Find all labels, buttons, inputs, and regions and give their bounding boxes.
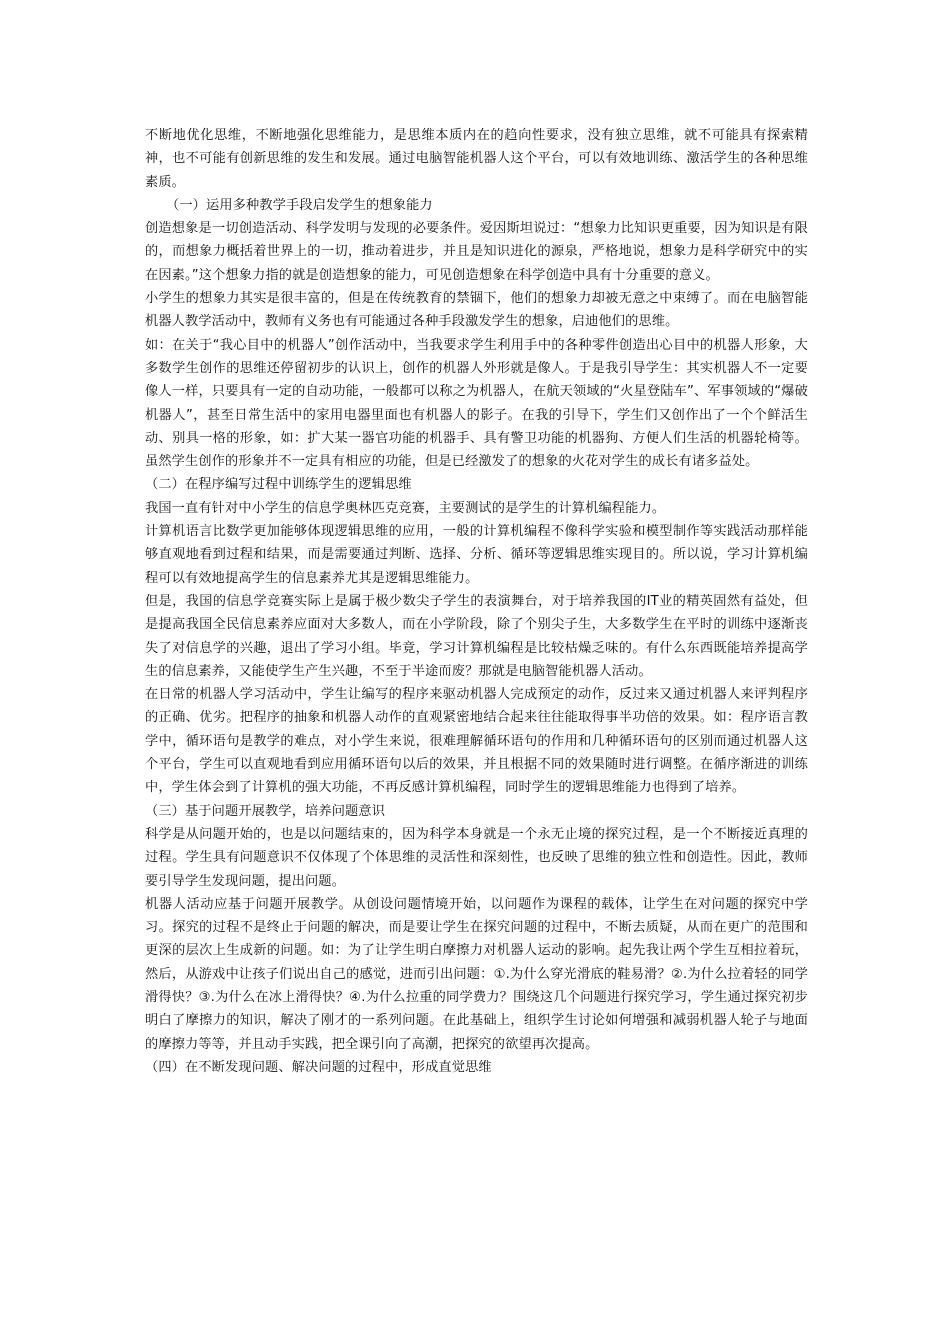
paragraph: 小学生的想象力其实是很丰富的，但是在传统教育的禁锢下，他们的想象力却被无意之中束缚了。而在电脑智能机器人教学活动中，教师有义务也有可能通过各种手段激发学生的想象，启迪他们的思维。 xyxy=(145,291,808,330)
paragraph: 创造想象是一切创造活动、科学发明与发现的必要条件。爱因斯坦说过：“想象力比知识更重要，因为知识是有限的，而想象力概括着世界上的一切，推动着进步，并且是知识进化的源泉，严格地说，想象力是科学研究中的实在因素。”这个想象力指的就是创造想象的能力，可见创造想象在科学创造中具有十分重要的意义。 xyxy=(145,221,808,283)
section-heading-1: （一）运用多种教学手段启发学生的想象能力 xyxy=(166,197,433,213)
paragraph: 计算机语言比数学更加能够体现逻辑思维的应用，一般的计算机编程不像科学实验和模型制作等实践活动那样能够直观地看到过程和结果，而是需要通过判断、选择、分析、循环等逻辑思维实现目的。所以说，学习计算机编程可以有效地提高学生的信息素养尤其是逻辑思维能力。 xyxy=(145,524,808,586)
paragraph: 科学是从问题开始的，也是以问题结束的，因为科学本身就是一个永无止境的探究过程，是一个不断接近真理的过程。学生具有问题意识不仅体现了个体思维的灵活性和深刻性，也反映了思维的独立性和创造性。因此，教师要引导学生发现问题，提出问题。 xyxy=(145,826,808,889)
section-heading-2: （二）在程序编写过程中训练学生的逻辑思维 xyxy=(145,477,412,493)
paragraph: 如：在关于“我心目中的机器人”创作活动中，当我要求学生利用手中的各种零件创造出心目中的机器人形象，大多数学生创作的思维还停留初步的认识上，创作的机器人外形就是像人。于是我引导学生：其实机器人不一定要像人一样，只要具有一定的自动功能，一般都可以称之为机器人，在航天领域的“火星登陆车”、军事领域的“爆破机器人”，甚至日常生活中的家用电器里面也有机器人的影子。在我的引导下，学生们又创作出了一个个鲜活生动、别具一格的形象，如：扩大某一器官功能的机器手、具有警卫功能的机器狗、方便人们生活的机器轮椅等。虽然学生创作的形象并不一定具有相应的功能，但是已经激发了的想象的火花对学生的成长有诸多益处。 xyxy=(145,337,808,470)
document-body xyxy=(145,124,808,1079)
paragraph: 但是，我国的信息学竞赛实际上是属于极少数尖子学生的表演舞台，对于培养我国的IT业的精英固然有益处，但是提高我国全民信息素养应面对大多数人，而在小学阶段，除了个别尖子生，大多数学生在平时的训练中逐渐丧失了对信息学的兴趣，退出了学习小组。毕竟，学习计算机编程是比较枯燥乏味的。有什么东西既能培养提高学生的信息素养，又能使学生产生兴趣，不至于半途而废？那就是电脑智能机器人活动。 xyxy=(145,593,808,679)
section-heading-3: （三）基于问题开展教学，培养问题意识 xyxy=(145,803,386,819)
paragraph: 不断地优化思维，不断地强化思维能力，是思维本质内在的趋向性要求，没有独立思维，就不可能具有探索精神，也不可能有创新思维的发生和发展。通过电脑智能机器人这个平台，可以有效地训练、激活学生的各种思维素质。 xyxy=(145,128,808,190)
paragraph: 在日常的机器人学习活动中，学生让编写的程序来驱动机器人完成预定的动作，反过来又通过机器人来评判程序的正确、优劣。把程序的抽象和机器人动作的直观紧密地结合起来往往能取得事半功倍的效果。如：程序语言教学中，循环语句是教学的难点，对小学生来说，很难理解循环语句的作用和几种循环语句的区别而通过机器人这个平台，学生可以直观地看到应用循环语句以后的效果，并且根据不同的效果随时进行调整。在循序渐进的训练中，学生体会到了计算机的强大功能，不再反感计算机编程，同时学生的逻辑思维能力也得到了培养。 xyxy=(145,687,808,796)
section-heading-4: （四）在不断发现问题、解决问题的过程中，形成直觉思维 xyxy=(145,1059,492,1075)
paragraph: 机器人活动应基于问题开展教学。从创设问题情境开始，以问题作为课程的载体，让学生在对问题的探究中学习。探究的过程不是终止于问题的解决，而是要让学生在探究问题的过程中，不断去质疑，从而在更广的范围和更深的层次上生成新的问题。如：为了让学生明白摩擦力对机器人运动的影响。起先我让两个学生互相拉着玩，然后，从游戏中让孩子们说出自己的感觉，进而引出问题：①.为什么穿光滑底的鞋易滑？②.为什么拉着轻的同学滑得快？③.为什么在冰上滑得快？④.为什么拉重的同学费力？围绕这几个问题进行探究学习，学生通过探究初步明白了摩擦力的知识，解决了刚才的一系列问题。在此基础上，组织学生讨论如何增强和减弱机器人轮子与地面的摩擦力等等，并且动手实践，把全课引向了高潮，把探究的欲望再次提高。 xyxy=(145,896,808,1052)
paragraph: 我国一直有针对中小学生的信息学奥林匹克竞赛，主要测试的是学生的计算机编程能力。 xyxy=(145,500,666,516)
